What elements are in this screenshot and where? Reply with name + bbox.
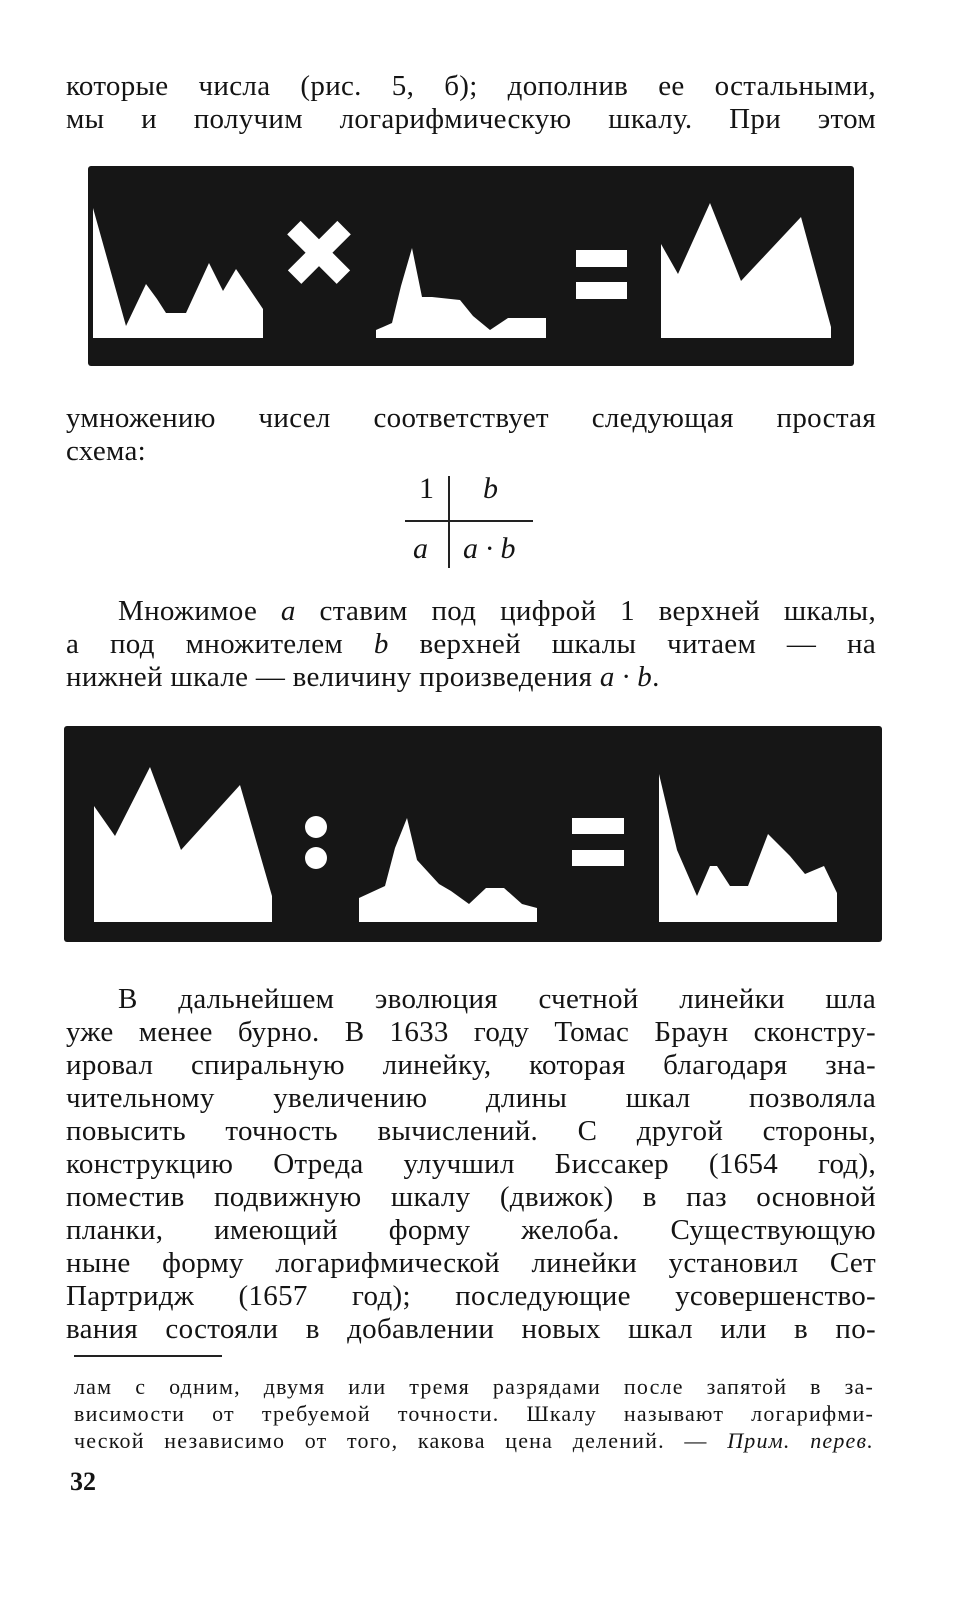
product-panel — [661, 182, 831, 338]
body-text-line: поместив подвижную шкалу (движок) в паз основной — [66, 1181, 876, 1213]
multiply-icon — [287, 221, 351, 284]
page-number: 32 — [70, 1467, 96, 1496]
schema-vertical-rule — [448, 476, 450, 568]
schema-bottom-right: a · b — [463, 532, 516, 565]
divide-icon — [305, 816, 327, 869]
footnote-line: ческой независимо от того, какова цена делений. — Прим. перев. — [74, 1428, 874, 1453]
dividend-panel — [94, 746, 272, 922]
body-text-line: мы и получим логарифмическую шкалу. При этом — [66, 103, 876, 135]
schema-top-right: b — [483, 472, 498, 505]
body-text-line: ныне форму логарифмической линейки установил Сет — [66, 1247, 876, 1279]
multiplication-figure — [88, 166, 854, 366]
footnote-divider — [74, 1355, 222, 1357]
body-text-line: Партридж (1657 год); последующие усовершенство- — [66, 1280, 876, 1312]
body-text-line: ировал спиральную линейку, которая благодаря зна- — [66, 1049, 876, 1081]
body-text-line: Множимое a ставим под цифрой 1 верхней шкалы, — [118, 595, 876, 627]
factor-b-panel — [376, 182, 546, 338]
multiplication-schema — [405, 470, 535, 570]
divisor-panel — [359, 746, 537, 922]
body-text-line: чительному увеличению длины шкал позволяла — [66, 1082, 876, 1114]
equals-icon — [572, 818, 624, 866]
body-text-line: повысить точность вычислений. С другой стороны, — [66, 1115, 876, 1147]
quotient-panel — [659, 746, 837, 922]
body-text-line: нижней шкале — величину произведения a · b. — [66, 661, 660, 693]
schema-horizontal-rule — [405, 520, 533, 522]
body-text-line: вания состояли в добавлении новых шкал или в по- — [66, 1313, 876, 1345]
body-text-line: а под множителем b верхней шкалы читаем — на — [66, 628, 876, 660]
footnote-line: лам с одним, двумя или тремя разрядами после запятой в за- — [74, 1374, 874, 1399]
schema-top-left: 1 — [419, 472, 434, 505]
footnote-line: висимости от требуемой точности. Шкалу называют логарифми- — [74, 1401, 874, 1426]
schema-bottom-left: a — [413, 532, 428, 565]
equals-icon — [576, 250, 627, 299]
body-text-line: В дальнейшем эволюция счетной линейки шла — [118, 983, 876, 1015]
body-text-line: планки, имеющий форму желоба. Существующую — [66, 1214, 876, 1246]
body-text-line: конструкцию Отреда улучшил Биссакер (1654 год), — [66, 1148, 876, 1180]
body-text-line: умножению чисел соответствует следующая простая — [66, 402, 876, 434]
division-figure — [64, 726, 882, 942]
body-text-line: схема: — [66, 435, 147, 467]
body-text-line: которые числа (рис. 5, б); дополнив ее остальными, — [66, 70, 876, 102]
factor-a-panel — [93, 182, 263, 338]
body-text-line: уже менее бурно. В 1633 году Томас Браун сконстру- — [66, 1016, 876, 1048]
